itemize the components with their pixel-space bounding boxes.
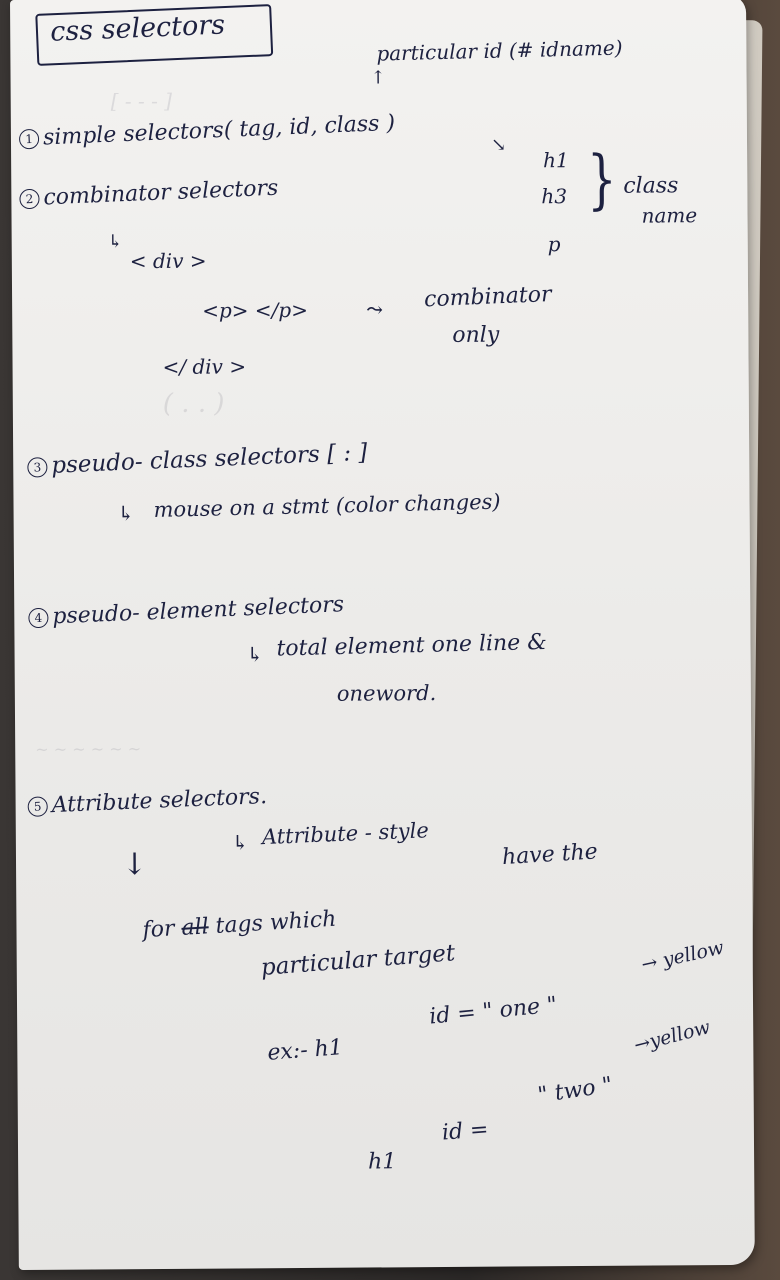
label-class: class (623, 173, 679, 199)
tag-h1: h1 (543, 148, 569, 173)
ghost-text: ( . . ) (162, 388, 225, 419)
div-close: </ div > (162, 354, 247, 379)
item-4-sub2: oneword. (336, 681, 437, 706)
id-one: id = " one " (428, 992, 559, 1030)
item-3-text: pseudo- class selectors [ : ] (50, 439, 368, 479)
arrow-down-right-icon: ↘ (490, 134, 507, 156)
arrow-sub-icon: ↳ (117, 501, 135, 526)
arrow-sub-icon: ↳ (231, 830, 249, 855)
id-two-value: " two " (536, 1072, 615, 1109)
for-tags-line (142, 907, 337, 943)
struck-word: all (180, 914, 210, 941)
ghost-text: ~ ~ ~ ~ ~ ~ (35, 739, 142, 759)
div-open: < div > (129, 248, 207, 274)
p-tags: <p> </p> (202, 297, 308, 323)
for-word: for (141, 916, 176, 944)
arrow-down-icon: ↳ (107, 231, 123, 253)
label-name: name (641, 203, 698, 228)
item-4 (28, 592, 345, 630)
item-2-text: combinator selectors (42, 175, 279, 211)
arrow-up-icon: ↑ (370, 67, 386, 89)
yellow-1: → yellow (639, 936, 726, 977)
example-h1: ex:- h1 (266, 1035, 344, 1066)
item-4-text: pseudo- element selectors (51, 592, 345, 630)
item-5-text: Attribute selectors. (51, 784, 268, 819)
yellow-2: →yellow (631, 1016, 713, 1057)
item-number: 1 (19, 129, 40, 150)
note-particular-id: particular id (# idname) (376, 35, 623, 66)
id-two-label: id = (441, 1117, 490, 1146)
page-title: css selectors (49, 9, 226, 48)
item-1 (19, 111, 396, 152)
item-number: 4 (28, 608, 49, 629)
arrow-right-icon: ⤳ (366, 297, 384, 322)
item-2 (19, 176, 279, 212)
item-5 (27, 784, 267, 819)
item-number: 2 (19, 189, 40, 210)
tags-which: tags which (214, 906, 338, 939)
arrow-down-large-icon: ↓ (121, 847, 148, 883)
tag-p: p (547, 232, 561, 257)
notebook-page (10, 0, 755, 1270)
item-4-sub: total element one line & (276, 629, 548, 662)
item-1-text: simple selectors( tag, id, class ) (42, 110, 396, 151)
ghost-text: [ - - - ] (110, 88, 173, 114)
particular-target: particular target (260, 940, 457, 982)
item-3 (27, 440, 368, 480)
brace-icon: } (586, 140, 617, 217)
h1-second: h1 (368, 1149, 397, 1175)
item-5-sub: Attribute - style (261, 818, 430, 850)
item-number: 3 (27, 457, 48, 478)
have-the: have the (501, 839, 599, 871)
item-number: 5 (27, 796, 48, 817)
only-label: only (452, 322, 500, 348)
arrow-sub-icon: ↳ (246, 642, 264, 667)
combinator-label: combinator (423, 282, 552, 313)
tag-h3: h3 (541, 184, 568, 209)
item-3-sub: mouse on a stmt (color changes) (153, 489, 501, 523)
